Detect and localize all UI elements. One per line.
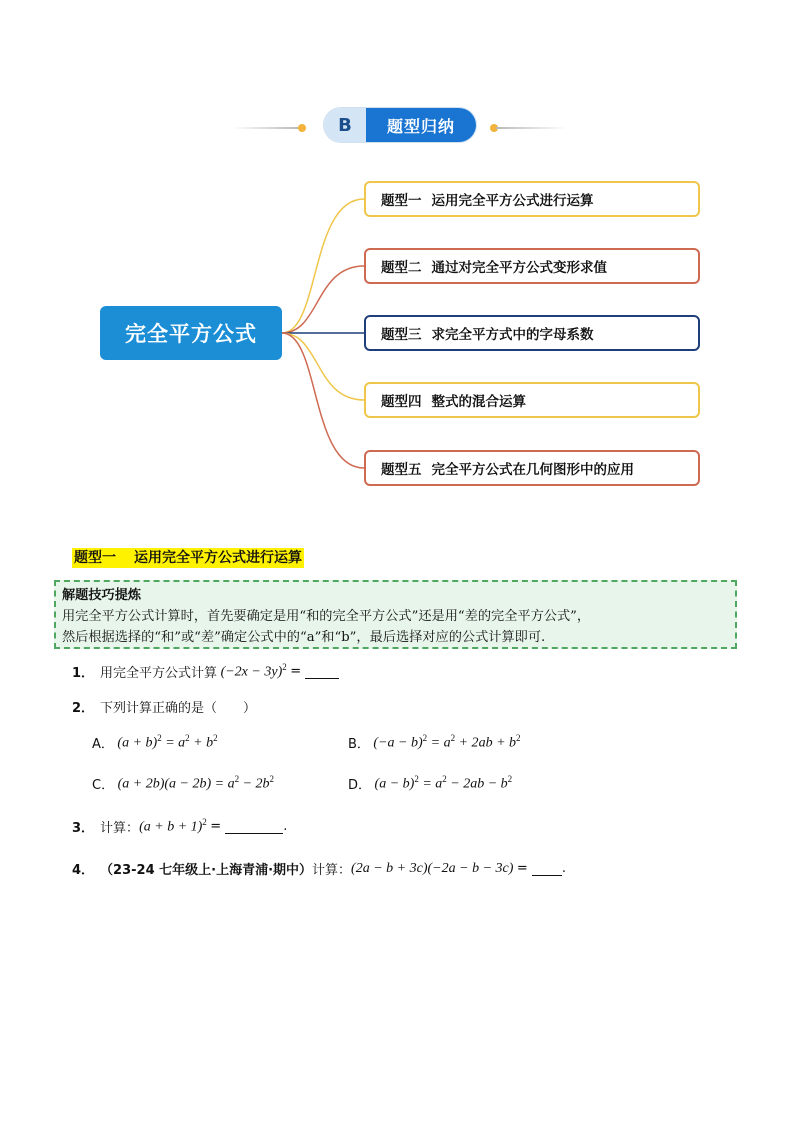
option-b-label: B． — [348, 737, 370, 752]
question-4-text: 计算： — [312, 863, 352, 878]
branch-3-text: 求完全平方式中的字母系数 — [431, 327, 594, 343]
branch-5-text: 完全平方公式在几何图形中的应用 — [431, 462, 634, 478]
question-4-blank[interactable] — [532, 861, 562, 876]
branch-1-text: 运用完全平方公式进行运算 — [431, 193, 594, 209]
mindmap-center: 完全平方公式 — [100, 306, 282, 360]
option-a[interactable] — [92, 733, 218, 752]
option-c[interactable] — [92, 774, 274, 793]
option-c-expression: $(a + 2b)(a - 2b) = a^2 - 2b^2$ — [114, 774, 275, 792]
question-2-number: 2． — [72, 701, 95, 716]
question-4 — [72, 859, 566, 878]
question-2-text: 下列计算正确的是（ ） — [100, 701, 257, 716]
connector-4 — [282, 333, 364, 400]
option-a-expression: $(a + b)^2 = a^2 + b^2$ — [113, 733, 218, 751]
tip-line-2: 然后根据选择的“和”或“差”确定公式中的“a”和“b”，最后选择对应的公式计算即可. — [62, 630, 546, 645]
connector-5 — [282, 333, 364, 468]
question-3-blank[interactable] — [225, 819, 283, 834]
question-3 — [72, 817, 287, 836]
tip-title: 解题技巧提炼 — [62, 588, 142, 603]
question-3-expression: $(a + b + 1)^2$ — [139, 817, 207, 835]
branch-3[interactable] — [364, 315, 700, 351]
question-3-number: 3． — [72, 821, 95, 836]
question-3-period: . — [283, 819, 288, 834]
branch-5-tag: 题型五 — [381, 462, 422, 478]
option-b-expression: $(-a - b)^2 = a^2 + 2ab + b^2$ — [369, 733, 521, 751]
question-1-expression: $(-2x - 3y)^2$ — [217, 662, 287, 680]
tip-box — [54, 580, 737, 649]
option-d[interactable] — [348, 774, 512, 793]
connector-2 — [282, 266, 364, 333]
option-b[interactable] — [348, 733, 521, 752]
question-3-equals: = — [210, 819, 222, 834]
branch-4[interactable] — [364, 382, 700, 418]
question-4-number: 4． — [72, 863, 95, 878]
branch-4-text: 整式的混合运算 — [431, 394, 526, 410]
branch-1-tag: 题型一 — [381, 193, 422, 209]
question-1-equals: = — [290, 664, 302, 679]
question-1-number: 1． — [72, 666, 95, 681]
question-4-expression: (2a − b + 3c)(−2a − b − 3c) — [351, 860, 517, 876]
option-c-label: C． — [92, 778, 115, 793]
question-1 — [72, 662, 339, 681]
question-1-text: 用完全平方公式计算 — [100, 666, 218, 681]
branch-5[interactable] — [364, 450, 700, 486]
branch-1[interactable] — [364, 181, 700, 217]
branch-4-tag: 题型四 — [381, 394, 422, 410]
tip-line-1: 用完全平方公式计算时，首先要确定是用“和的完全平方公式”还是用“差的完全平方公式”， — [62, 609, 591, 624]
header-title: 题型归纳 — [366, 108, 476, 142]
section-title — [72, 548, 304, 568]
option-a-label: A． — [92, 737, 114, 752]
branch-3-tag: 题型三 — [381, 327, 422, 343]
header-letter: B — [324, 108, 366, 142]
question-4-source: （23-24 七年级上·上海青浦·期中） — [100, 863, 313, 878]
question-3-text: 计算： — [100, 821, 140, 836]
branch-2-tag: 题型二 — [381, 260, 422, 276]
option-d-label: D． — [348, 778, 372, 793]
question-4-equals: = — [516, 861, 528, 876]
question-1-blank[interactable] — [305, 664, 339, 679]
question-4-period: . — [561, 861, 566, 876]
branch-2-text: 通过对完全平方公式变形求值 — [431, 260, 607, 276]
option-d-expression: $(a - b)^2 = a^2 - 2ab - b^2$ — [371, 774, 513, 792]
branch-2[interactable] — [364, 248, 700, 284]
section-title-text: 运用完全平方公式进行运算 — [134, 550, 302, 566]
section-tag: 题型一 — [74, 550, 116, 566]
connector-1 — [282, 199, 364, 333]
question-2 — [72, 697, 256, 716]
